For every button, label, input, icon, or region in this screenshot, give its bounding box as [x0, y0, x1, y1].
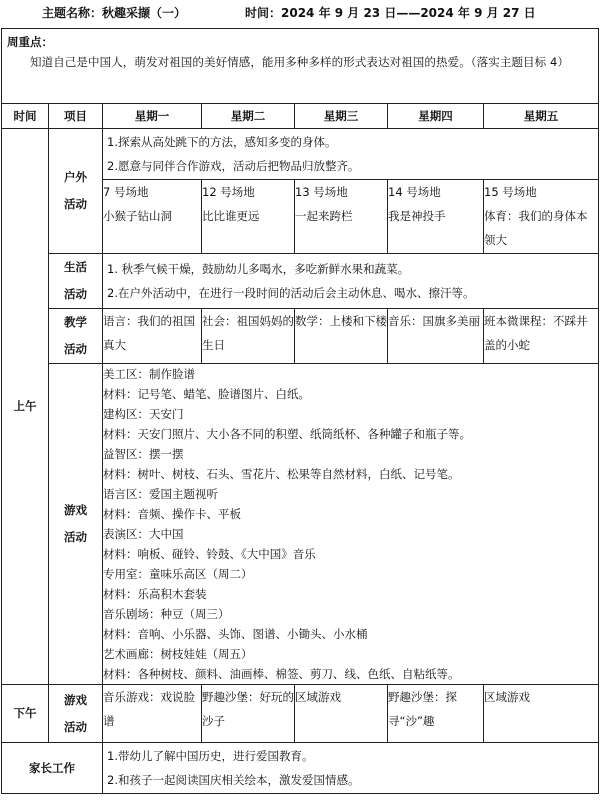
teaching-thursday: 音乐：国旗多美丽	[388, 309, 484, 364]
games-line: 材料：记号笔、蜡笔、脸谱图片、白纸。	[103, 387, 310, 401]
life-note-1: 1. 秋季气候干燥，鼓励幼儿多喝水，多吃新鲜水果和蔬菜。	[107, 262, 410, 276]
games-label	[49, 364, 103, 685]
afternoon-games-label	[49, 685, 103, 743]
outdoor-site: 14 号场地	[388, 185, 441, 199]
games-line: 材料：音响、小乐器、头饰、图谱、小锄头、小水桶	[103, 627, 368, 641]
weekly-plan-table	[1, 28, 599, 794]
outdoor-activity: 体育：我们的身体本领大	[484, 209, 588, 247]
afternoon-thursday: 野趣沙堡：探寻“沙”趣	[388, 685, 484, 743]
weekly-focus-text: 知道自己是中国人，萌发对祖国的美好情感，能用多种多样的形式表达对祖国的热爱。（落实主题目标 4）	[30, 55, 570, 69]
games-label-2: 活动	[64, 530, 87, 544]
parents-note-2: 2.和孩子一起阅读国庆相关绘本，激发爱国情感。	[107, 773, 360, 787]
outdoor-notes-row	[2, 129, 599, 180]
games-line: 语言区：爱国主题视听	[103, 487, 218, 501]
afternoon-label: 下午	[2, 685, 49, 743]
outdoor-thursday	[388, 180, 484, 254]
games-line: 表演区：大中国	[103, 527, 184, 541]
col-friday: 星期五	[484, 104, 599, 129]
life-label	[49, 254, 103, 309]
parents-note-1: 1.带幼儿了解中国历史，进行爱国教育。	[107, 749, 314, 763]
teaching-wednesday: 数学：上楼和下楼	[295, 309, 388, 364]
teaching-monday: 语言：我们的祖国真大	[103, 309, 202, 364]
outdoor-wednesday	[295, 180, 388, 254]
outdoor-label	[49, 129, 103, 254]
outdoor-site: 15 号场地	[484, 185, 537, 199]
afternoon-friday: 区域游戏	[484, 685, 599, 743]
outdoor-activity: 我是神投手	[388, 209, 446, 223]
games-line: 材料：响板、碰铃、铃鼓、《大中国》音乐	[103, 547, 316, 561]
col-time: 时间	[2, 104, 49, 129]
games-line: 美工区：制作脸谱	[103, 367, 195, 381]
teaching-label-1: 教学	[64, 315, 87, 329]
teaching-label-2: 活动	[64, 342, 87, 356]
games-line: 材料：乐高积木套装	[103, 587, 207, 601]
afternoon-monday: 音乐游戏：戏说脸谱	[103, 685, 202, 743]
teaching-label	[49, 309, 103, 364]
col-thursday: 星期四	[388, 104, 484, 129]
weekly-focus	[2, 29, 599, 104]
outdoor-note-2: 2.愿意与同伴合作游戏，活动后把物品归放整齐。	[107, 159, 360, 173]
col-tuesday: 星期二	[202, 104, 295, 129]
life-label-2: 活动	[64, 287, 87, 301]
outdoor-notes	[103, 129, 599, 180]
games-line: 材料：音频、操作卡、平板	[103, 507, 241, 521]
games-list	[103, 364, 599, 685]
outdoor-activity: 比比谁更远	[202, 209, 260, 223]
life-row	[2, 254, 599, 309]
games-line: 材料：树叶、树枝、石头、雪花片、松果等自然材料，白纸、记号笔。	[103, 467, 460, 481]
parents-notes	[103, 743, 599, 794]
col-monday: 星期一	[103, 104, 202, 129]
afternoon-row	[2, 685, 599, 743]
outdoor-label-2: 活动	[64, 197, 87, 211]
theme-name: 主题名称：秋趣采撷（一）	[42, 6, 187, 20]
col-wednesday: 星期三	[295, 104, 388, 129]
afternoon-tuesday: 野趣沙堡：好玩的沙子	[202, 685, 295, 743]
outdoor-site: 12 号场地	[202, 185, 255, 199]
date-range: 时间：2024 年 9 月 23 日——2024 年 9 月 27 日	[245, 6, 536, 20]
outdoor-tuesday	[202, 180, 295, 254]
games-line: 建构区：天安门	[103, 407, 184, 421]
outdoor-activity: 一起来跨栏	[295, 209, 353, 223]
column-header-row	[2, 104, 599, 129]
outdoor-note-1: 1.探索从高处跳下的方法，感知多变的身体。	[107, 135, 337, 149]
parents-label: 家长工作	[2, 743, 103, 794]
outdoor-activity: 小猴子钻山洞	[103, 209, 172, 223]
games-line: 益智区：摆一摆	[103, 447, 184, 461]
games-label-1: 游戏	[64, 503, 87, 517]
life-notes	[103, 254, 599, 309]
outdoor-label-1: 户外	[64, 170, 87, 184]
weekly-focus-title: 周重点：	[7, 35, 53, 49]
outdoor-friday	[484, 180, 599, 254]
afternoon-wednesday: 区域游戏	[295, 685, 388, 743]
games-row	[2, 364, 599, 685]
afternoon-games-label-1: 游戏	[64, 692, 87, 707]
teaching-friday: 班本微课程：不踩井盖的小蛇	[484, 309, 599, 364]
document-header	[0, 0, 600, 26]
games-line: 材料：各种树枝、颜料、油画棒、棉签、剪刀、线、色纸、自粘纸等。	[103, 667, 460, 681]
parents-row	[2, 743, 599, 794]
games-line: 音乐剧场：种豆（周三）	[103, 607, 230, 621]
life-label-1: 生活	[64, 260, 87, 274]
life-note-2: 2.在户外活动中，在进行一段时间的活动后会主动休息、喝水、擦汗等。	[107, 286, 475, 300]
games-line: 专用室：童味乐高区（周二）	[103, 567, 253, 581]
outdoor-site: 7 号场地	[103, 185, 149, 199]
col-item: 项目	[49, 104, 103, 129]
morning-label: 上午	[2, 129, 49, 685]
teaching-tuesday: 社会：祖国妈妈的生日	[202, 309, 295, 364]
outdoor-site: 13 号场地	[295, 185, 348, 199]
games-line: 材料：天安门照片、大小各不同的积塑、纸筒纸杯、各种罐子和瓶子等。	[103, 427, 471, 441]
outdoor-monday	[103, 180, 202, 254]
teaching-row	[2, 309, 599, 364]
afternoon-games-label-2: 活动	[64, 719, 87, 734]
games-line: 艺术画廊：树枝娃娃（周五）	[103, 647, 253, 661]
